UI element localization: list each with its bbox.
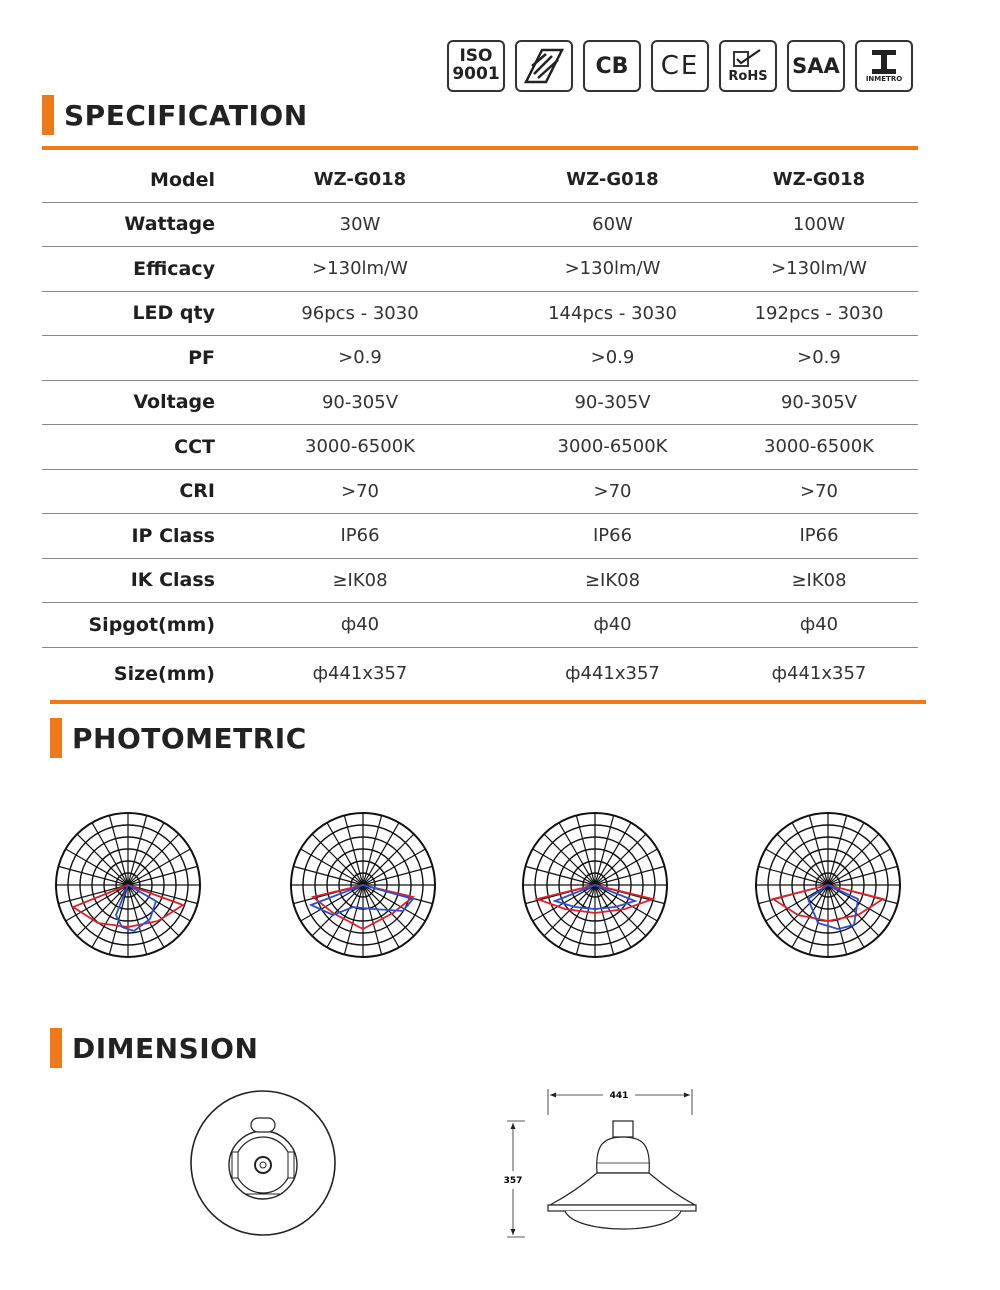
spec-label: IP Class [42, 514, 215, 559]
spec-value: 60W [505, 202, 720, 247]
spec-row [42, 469, 918, 514]
spec-value: 144pcs - 3030 [505, 291, 720, 336]
specification-title: SPECIFICATION [64, 98, 308, 132]
spec-row [42, 425, 918, 470]
spec-value: ф441x357 [771, 663, 867, 684]
spec-value: 3000-6500K [215, 425, 505, 470]
spec-value: ф40 [505, 603, 720, 648]
photometric-heading [50, 718, 307, 758]
spec-value: ф441x357 [565, 663, 660, 684]
dimension-top-view-drawing [188, 1088, 338, 1238]
polar-diagram-100w-a [520, 810, 670, 960]
certification-marks [447, 40, 913, 92]
spec-row [42, 514, 918, 559]
spec-row [42, 247, 918, 292]
heading-accent-bar [50, 718, 62, 758]
spec-value: >0.9 [720, 336, 918, 381]
specification-table [42, 158, 918, 700]
spec-row [42, 202, 918, 247]
spec-value: >0.9 [505, 336, 720, 381]
spec-value: ≥IK08 [720, 558, 918, 603]
spec-row [42, 603, 918, 648]
dimension-heading [50, 1028, 258, 1068]
spec-value: ф40 [215, 603, 505, 648]
spec-value: WZ-G018 [720, 158, 918, 202]
spec-value: ≥IK08 [505, 558, 720, 603]
spec-label: CRI [42, 469, 215, 514]
spec-label: Efficacy [42, 247, 215, 292]
inmetro-mark: INMETRO [855, 40, 913, 92]
spec-value: >130lm/W [505, 247, 720, 292]
enec-mark [515, 40, 573, 92]
spec-label: Model [42, 158, 215, 202]
spec-value: 96pcs - 3030 [215, 291, 505, 336]
spec-row [42, 647, 918, 700]
spec-value: WZ-G018 [215, 158, 505, 202]
spec-value: 90-305V [720, 380, 918, 425]
iso-9001-mark: ISO 9001 [447, 40, 505, 92]
spec-value: 90-305V [505, 380, 720, 425]
spec-label: Wattage [42, 202, 215, 247]
polar-diagram-100w-b [753, 810, 903, 960]
spec-label: Sipgot(mm) [42, 603, 215, 648]
specification-top-divider [42, 146, 918, 150]
spec-row [42, 158, 918, 202]
spec-value: IP66 [505, 514, 720, 559]
photometric-title: PHOTOMETRIC [72, 721, 307, 755]
spec-row [42, 380, 918, 425]
spec-value: 30W [215, 202, 505, 247]
spec-value: 3000-6500K [720, 425, 918, 470]
spec-value: WZ-G018 [505, 158, 720, 202]
spec-value: 100W [720, 202, 918, 247]
spec-label: CCT [42, 425, 215, 470]
spec-value: >130lm/W [720, 247, 918, 292]
spec-value: 90-305V [215, 380, 505, 425]
dimension-title: DIMENSION [72, 1031, 259, 1065]
spec-value: >70 [215, 469, 505, 514]
specification-bottom-divider [50, 700, 926, 704]
spec-label: PF [42, 336, 215, 381]
saa-mark: SAA [787, 40, 845, 92]
polar-diagram-30w [53, 810, 203, 960]
rohs-mark: RoHS [719, 40, 777, 92]
spec-value: IP66 [215, 514, 505, 559]
spec-label: LED qty [42, 291, 215, 336]
spec-value: ф40 [720, 603, 918, 648]
height-dimension-label: 357 [503, 1176, 523, 1186]
spec-value: 3000-6500K [505, 425, 720, 470]
spec-value: >70 [720, 469, 918, 514]
spec-row [42, 291, 918, 336]
ce-mark: CE [651, 40, 709, 92]
spec-row [42, 336, 918, 381]
spec-label: IK Class [42, 558, 215, 603]
specification-heading [42, 95, 308, 135]
spec-value: >130lm/W [215, 247, 505, 292]
spec-value: IP66 [720, 514, 918, 559]
spec-label: Voltage [42, 380, 215, 425]
spec-label: Size(mm) [113, 662, 215, 685]
spec-value: 192pcs - 3030 [720, 291, 918, 336]
width-dimension-label: 441 [609, 1091, 629, 1101]
spec-value: >70 [505, 469, 720, 514]
spec-value: ≥IK08 [215, 558, 505, 603]
polar-diagram-60w [288, 810, 438, 960]
spec-value: >0.9 [215, 336, 505, 381]
dimension-side-view-drawing [495, 1085, 720, 1245]
cb-mark: CB [583, 40, 641, 92]
heading-accent-bar [50, 1028, 62, 1068]
spec-value: ф441x357 [312, 663, 408, 684]
heading-accent-bar [42, 95, 54, 135]
spec-row [42, 558, 918, 603]
